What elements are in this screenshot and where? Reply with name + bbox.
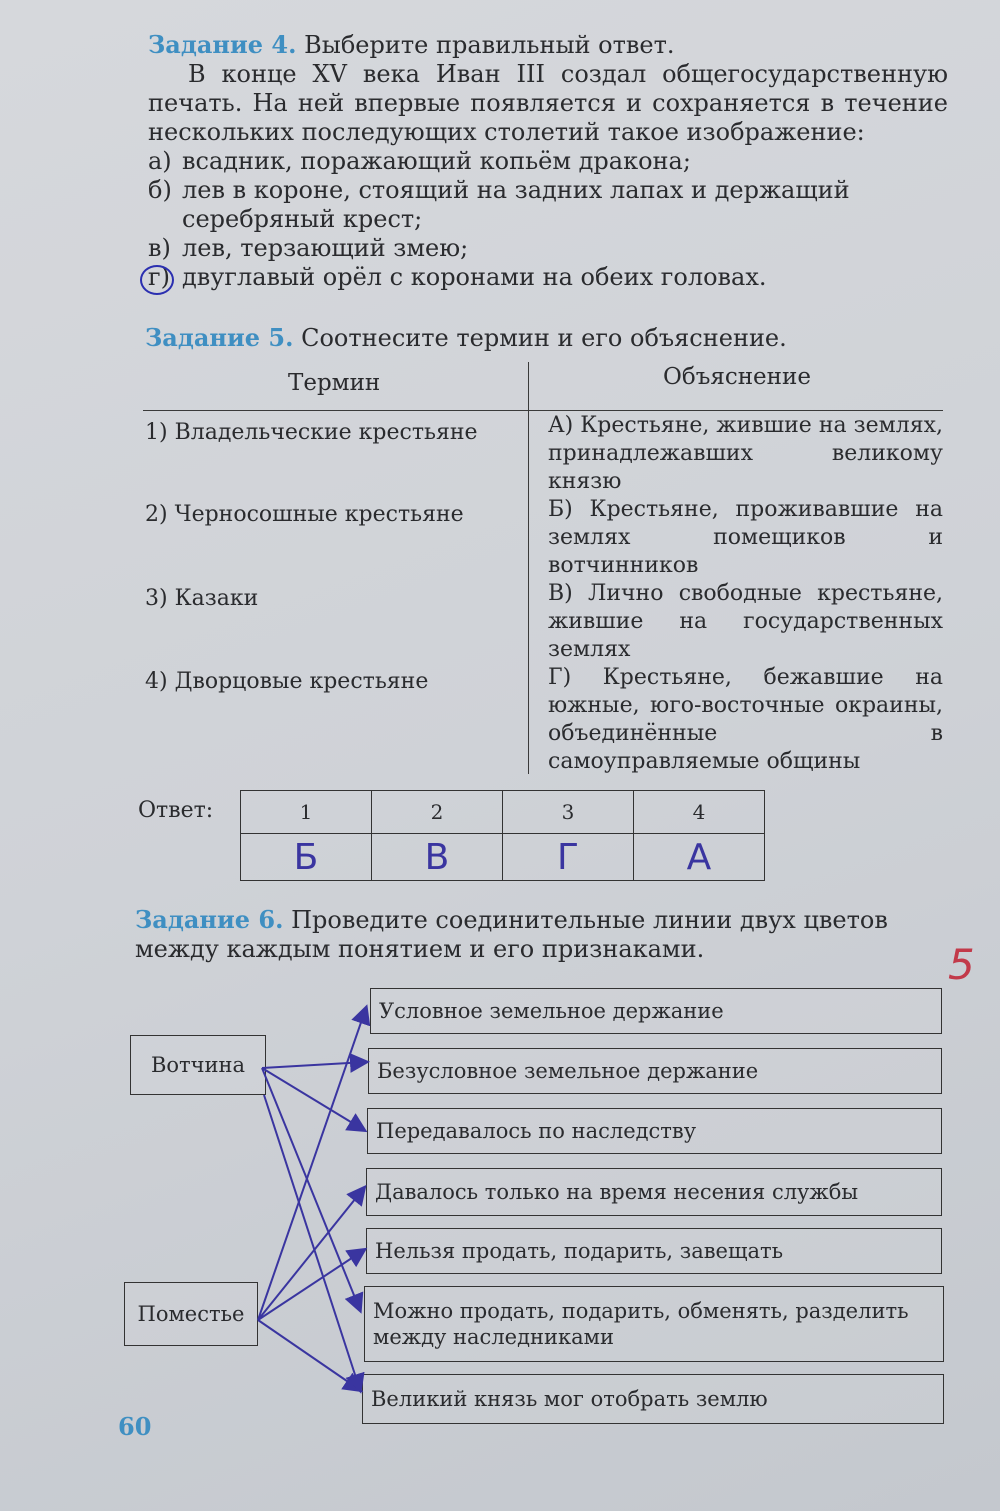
line-votchina-6 bbox=[262, 1068, 360, 1310]
explanation-a: А) Крестьяне, жившие на землях, принадлежавших великому князю bbox=[548, 413, 943, 494]
option-text: двуглавый орёл с коронами на обеих головах. bbox=[182, 263, 767, 291]
teacher-grade: 5 bbox=[948, 940, 975, 989]
explanation-g: Г) Крестьяне, бежавшие на южные, юго-восточные окраины, объединённые в самоуправляемые общины bbox=[548, 665, 943, 774]
line-pomestye-7 bbox=[258, 1320, 360, 1390]
col-header-term: Термин bbox=[288, 370, 381, 396]
concept-pomestye[interactable]: Поместье bbox=[124, 1282, 258, 1346]
task6-title: Задание 6. bbox=[135, 905, 284, 934]
answer-number: 3 bbox=[503, 791, 634, 834]
task4-title: Задание 4. bbox=[148, 30, 297, 59]
line-votchina-3 bbox=[262, 1068, 364, 1130]
answer-cell-3[interactable]: Г bbox=[503, 834, 634, 881]
feature-box-7[interactable]: Великий князь мог отобрать землю bbox=[362, 1374, 944, 1424]
option-letter: г) bbox=[148, 263, 170, 291]
term-1: 1) Владельческие крестьяне bbox=[145, 420, 478, 445]
answer-label: Ответ: bbox=[138, 798, 214, 823]
answer-number: 4 bbox=[634, 791, 765, 834]
task5-instruction: Соотнесите термин и его объяснение. bbox=[301, 324, 787, 352]
option-letter: в) bbox=[148, 234, 171, 262]
line-votchina-2 bbox=[262, 1062, 366, 1068]
line-votchina-7 bbox=[264, 1095, 360, 1390]
task5-title: Задание 5. bbox=[145, 323, 294, 352]
explanation-b: Б) Крестьяне, проживавшие на землях помещиков и вотчинников bbox=[548, 497, 943, 578]
task6-instruction: Проведите соединительные линии двух цветов между каждым понятием и его признаками. bbox=[135, 906, 888, 963]
page-number: 60 bbox=[118, 1412, 152, 1441]
line-pomestye-1 bbox=[258, 1008, 366, 1320]
term-3: 3) Казаки bbox=[145, 586, 259, 611]
concept-votchina[interactable]: Вотчина bbox=[130, 1035, 266, 1095]
answer-cell-2[interactable]: В bbox=[372, 834, 503, 881]
feature-box-5[interactable]: Нельзя продать, подарить, завещать bbox=[366, 1228, 942, 1274]
option-text: всадник, поражающий копьём дракона; bbox=[182, 147, 691, 175]
col-header-explanation: Объяснение bbox=[663, 364, 811, 390]
line-pomestye-4 bbox=[258, 1188, 364, 1320]
answer-cell-4[interactable]: А bbox=[634, 834, 765, 881]
option-text: лев, терзающий змею; bbox=[182, 234, 469, 262]
answer-cell-1[interactable]: Б bbox=[241, 834, 372, 881]
feature-box-1[interactable]: Условное земельное держание bbox=[370, 988, 942, 1034]
feature-box-3[interactable]: Передавалось по наследству bbox=[367, 1108, 942, 1154]
answer-number: 2 bbox=[372, 791, 503, 834]
term-4: 4) Дворцовые крестьяне bbox=[145, 669, 429, 694]
option-letter: б) bbox=[148, 176, 172, 204]
feature-box-2[interactable]: Безусловное земельное держание bbox=[368, 1048, 942, 1094]
feature-box-4[interactable]: Давалось только на время несения службы bbox=[366, 1168, 942, 1216]
option-letter: а) bbox=[148, 147, 172, 175]
explanation-v: В) Лично свободные крестьяне, жившие на государственных землях bbox=[548, 581, 943, 662]
term-2: 2) Черносошные крестьяне bbox=[145, 502, 464, 527]
feature-box-6[interactable]: Можно продать, подарить, обменять, разделить между наследниками bbox=[364, 1286, 944, 1362]
task4-question: В конце XV века Иван III создал общегосударственную печать. На ней впервые появляется и сохраняется в течение нескольких последующих столетий такое изображение: bbox=[148, 60, 948, 146]
answer-number: 1 bbox=[241, 791, 372, 834]
line-pomestye-5 bbox=[258, 1250, 364, 1320]
task4-instruction: Выберите правильный ответ. bbox=[304, 31, 675, 59]
option-text: лев в короне, стоящий на задних лапах и держащий серебряный крест; bbox=[182, 176, 850, 233]
